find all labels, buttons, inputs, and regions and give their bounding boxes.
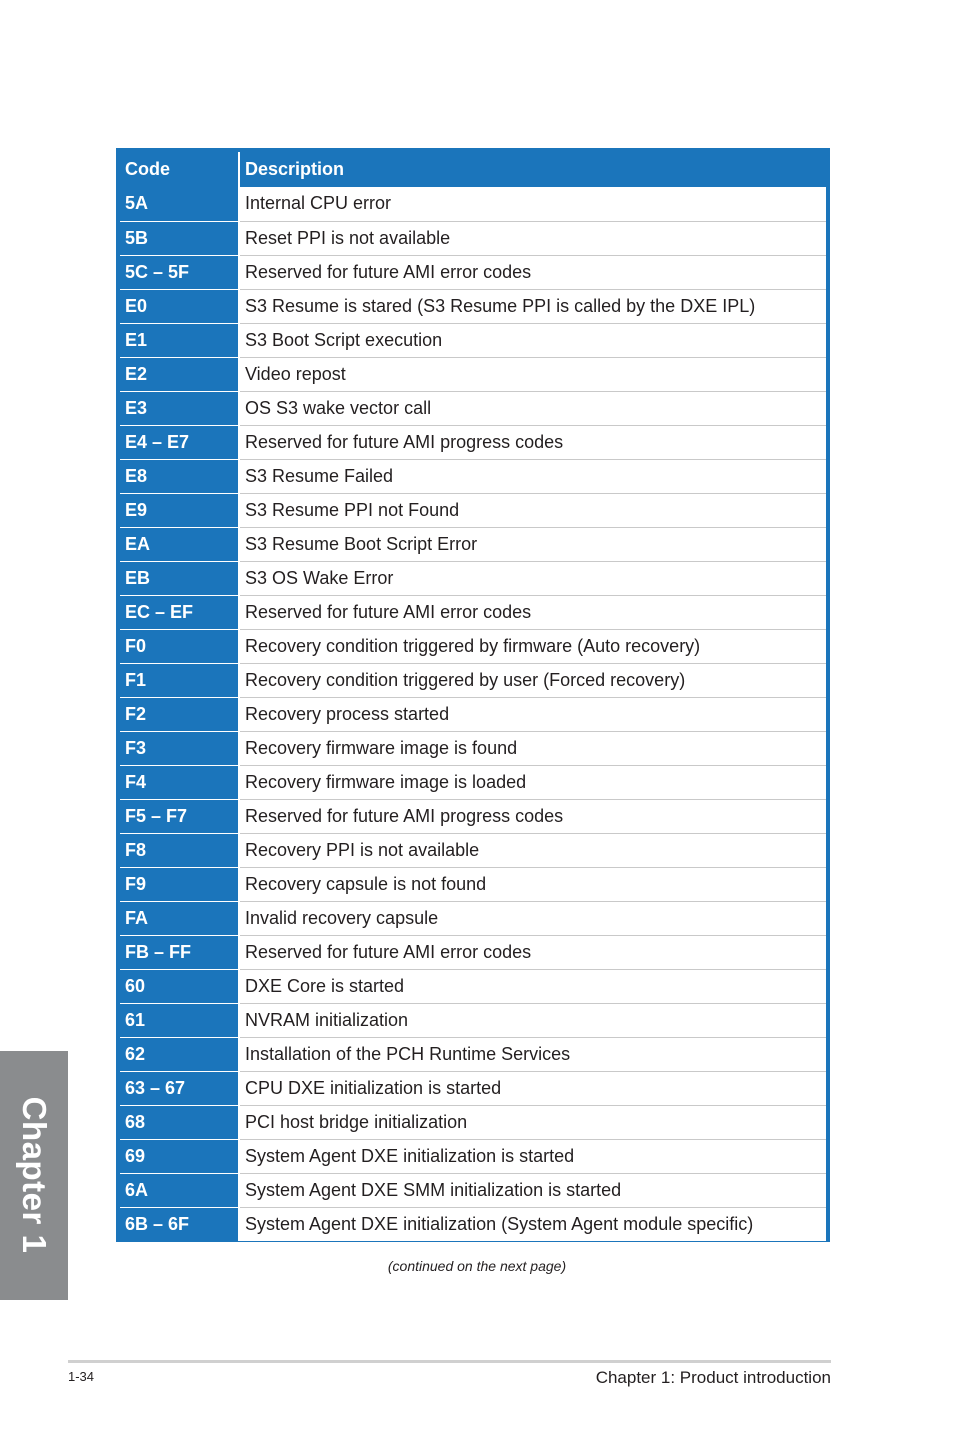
table-row xyxy=(120,493,826,527)
chapter-side-tab xyxy=(0,1051,68,1300)
code-cell: E4 – E7 xyxy=(120,425,238,459)
code-cell: 68 xyxy=(120,1105,238,1139)
description-cell: Recovery PPI is not available xyxy=(240,833,826,867)
description-cell: S3 Resume PPI not Found xyxy=(240,493,826,527)
code-cell: 5B xyxy=(120,221,238,255)
code-cell: 62 xyxy=(120,1037,238,1071)
description-cell: S3 Resume Failed xyxy=(240,459,826,493)
code-cell: F9 xyxy=(120,867,238,901)
description-cell: CPU DXE initialization is started xyxy=(240,1071,826,1105)
code-cell: EB xyxy=(120,561,238,595)
code-cell: F5 – F7 xyxy=(120,799,238,833)
description-cell: S3 Resume is stared (S3 Resume PPI is called by the DXE IPL) xyxy=(240,289,826,323)
table-row xyxy=(120,1173,826,1207)
description-cell: System Agent DXE initialization is started xyxy=(240,1139,826,1173)
table-row xyxy=(120,697,826,731)
table-row xyxy=(120,969,826,1003)
table-row xyxy=(120,935,826,969)
table-row xyxy=(120,1071,826,1105)
code-cell: E0 xyxy=(120,289,238,323)
description-cell: Video repost xyxy=(240,357,826,391)
continued-note: (continued on the next page) xyxy=(387,1258,567,1274)
code-cell: EA xyxy=(120,527,238,561)
table-row xyxy=(120,1003,826,1037)
code-table xyxy=(120,152,826,1241)
description-cell: S3 OS Wake Error xyxy=(240,561,826,595)
description-cell: Internal CPU error xyxy=(240,187,826,221)
code-cell: F2 xyxy=(120,697,238,731)
description-cell: NVRAM initialization xyxy=(240,1003,826,1037)
code-cell: FB – FF xyxy=(120,935,238,969)
code-cell: 61 xyxy=(120,1003,238,1037)
table-row xyxy=(120,663,826,697)
table-row xyxy=(120,629,826,663)
code-cell: E2 xyxy=(120,357,238,391)
description-cell: Reserved for future AMI error codes xyxy=(240,935,826,969)
code-cell: F8 xyxy=(120,833,238,867)
table-row xyxy=(120,1139,826,1173)
description-cell: Reserved for future AMI progress codes xyxy=(240,425,826,459)
code-cell: F3 xyxy=(120,731,238,765)
description-cell: System Agent DXE initialization (System Agent module specific) xyxy=(240,1207,826,1241)
table-row xyxy=(120,391,826,425)
table-row xyxy=(120,187,826,221)
description-cell: PCI host bridge initialization xyxy=(240,1105,826,1139)
table-row xyxy=(120,1037,826,1071)
table-row xyxy=(120,323,826,357)
table-row xyxy=(120,595,826,629)
description-cell: Recovery condition triggered by firmware (Auto recovery) xyxy=(240,629,826,663)
code-cell: FA xyxy=(120,901,238,935)
code-cell: 63 – 67 xyxy=(120,1071,238,1105)
description-cell: Recovery capsule is not found xyxy=(240,867,826,901)
description-cell: S3 Resume Boot Script Error xyxy=(240,527,826,561)
description-cell: Reset PPI is not available xyxy=(240,221,826,255)
description-cell: DXE Core is started xyxy=(240,969,826,1003)
table-row xyxy=(120,255,826,289)
description-column-header: Description xyxy=(240,152,826,187)
description-cell: Recovery firmware image is loaded xyxy=(240,765,826,799)
chapter-tab-label: Chapter 1 xyxy=(16,1096,53,1254)
description-cell: Reserved for future AMI progress codes xyxy=(240,799,826,833)
description-cell: Recovery firmware image is found xyxy=(240,731,826,765)
code-cell: F0 xyxy=(120,629,238,663)
code-table-body xyxy=(120,187,826,1241)
footer-chapter-title: Chapter 1: Product introduction xyxy=(595,1368,831,1387)
table-row xyxy=(120,833,826,867)
code-cell: 6B – 6F xyxy=(120,1207,238,1241)
code-cell: EC – EF xyxy=(120,595,238,629)
description-cell: Recovery process started xyxy=(240,697,826,731)
table-row xyxy=(120,289,826,323)
code-cell: F4 xyxy=(120,765,238,799)
code-cell: 6A xyxy=(120,1173,238,1207)
table-row xyxy=(120,357,826,391)
code-cell: E3 xyxy=(120,391,238,425)
table-row xyxy=(120,799,826,833)
page-number: 1-34 xyxy=(68,1369,95,1384)
table-row xyxy=(120,459,826,493)
table-row xyxy=(120,1105,826,1139)
code-cell: 5C – 5F xyxy=(120,255,238,289)
description-cell: Installation of the PCH Runtime Services xyxy=(240,1037,826,1071)
table-row xyxy=(120,425,826,459)
table-row xyxy=(120,527,826,561)
code-cell: 69 xyxy=(120,1139,238,1173)
description-cell: Reserved for future AMI error codes xyxy=(240,595,826,629)
table-row xyxy=(120,765,826,799)
description-cell: Recovery condition triggered by user (Forced recovery) xyxy=(240,663,826,697)
footer-divider xyxy=(68,1360,831,1363)
code-cell: E9 xyxy=(120,493,238,527)
code-cell: F1 xyxy=(120,663,238,697)
description-cell: S3 Boot Script execution xyxy=(240,323,826,357)
table-row xyxy=(120,731,826,765)
description-cell: Invalid recovery capsule xyxy=(240,901,826,935)
code-cell: E1 xyxy=(120,323,238,357)
table-row xyxy=(120,1207,826,1241)
code-cell: E8 xyxy=(120,459,238,493)
table-row xyxy=(120,901,826,935)
code-cell: 5A xyxy=(120,187,238,221)
table-header-row xyxy=(120,152,826,187)
description-cell: OS S3 wake vector call xyxy=(240,391,826,425)
code-column-header: Code xyxy=(120,152,238,187)
table-row xyxy=(120,561,826,595)
table-row xyxy=(120,867,826,901)
code-cell: 60 xyxy=(120,969,238,1003)
description-cell: System Agent DXE SMM initialization is started xyxy=(240,1173,826,1207)
description-cell: Reserved for future AMI error codes xyxy=(240,255,826,289)
table-row xyxy=(120,221,826,255)
